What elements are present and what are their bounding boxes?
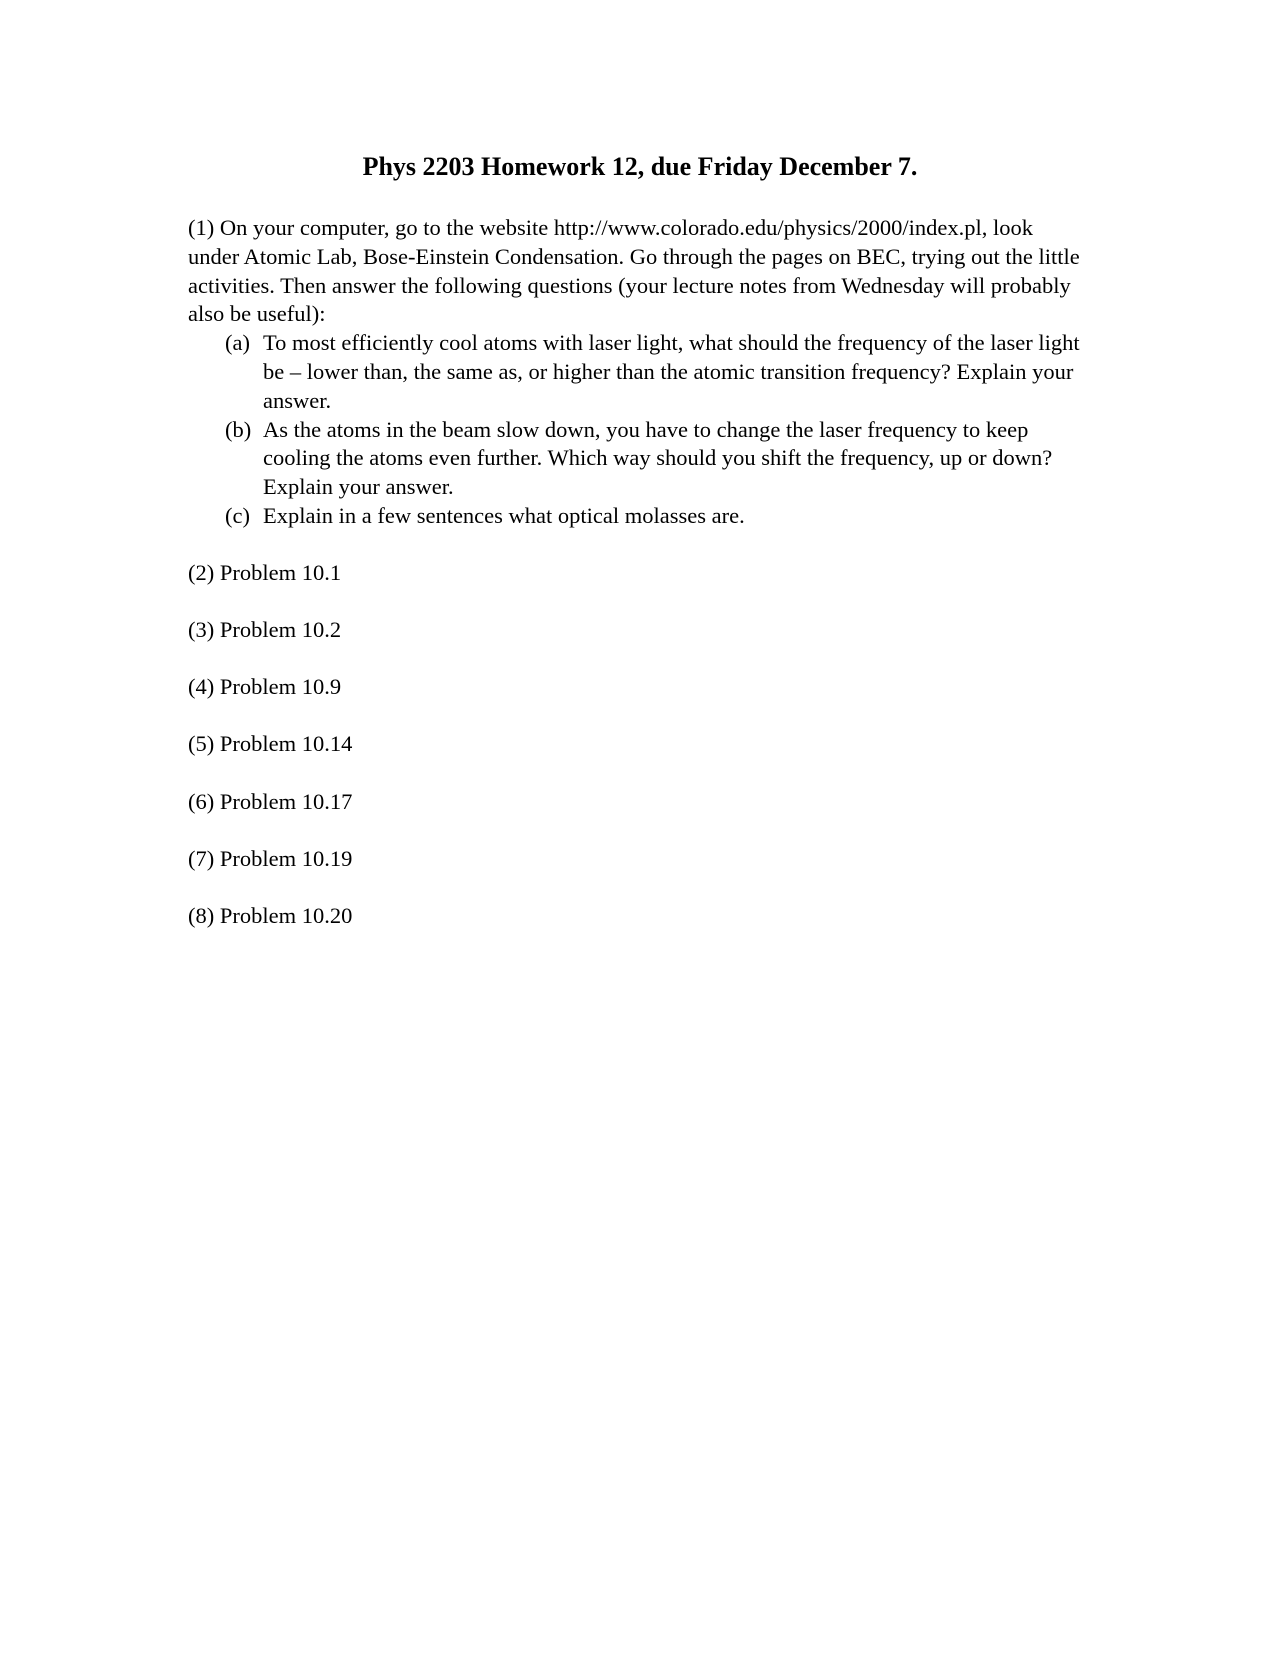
problem-item: (8) Problem 10.20 (188, 902, 353, 928)
page-title: Phys 2203 Homework 12, due Friday December 7. (362, 152, 918, 181)
problem-item: (4) Problem 10.9 (188, 674, 342, 700)
problem-item: (2) Problem 10.1 (188, 559, 342, 585)
question-1-part-a (188, 329, 1088, 415)
question-1-part-c (188, 502, 1088, 531)
problem-item: (6) Problem 10.17 (188, 788, 353, 814)
part-text: Explain in a few sentences what optical molasses are. (263, 502, 745, 528)
problem-item: (5) Problem 10.14 (188, 731, 353, 757)
question-1-parts (188, 329, 1088, 531)
document-body (188, 214, 1088, 959)
part-text: To most efficiently cool atoms with laser light, what should the frequency of the laser light be – lower than, the same as, or higher than the atomic transition frequency? Explain your answer. (263, 330, 1080, 413)
question-1-part-b (188, 416, 1088, 502)
part-marker: (b) (225, 416, 252, 442)
problem-item: (3) Problem 10.2 (188, 616, 342, 642)
question-1-intro: (1) On your computer, go to the website http://www.colorado.edu/physics/2000/index.pl, look under Atomic Lab, Bose-Einstein Condensation. Go through the pages on BEC, trying out the little activities. Then answer the following questions (your lecture notes from Wednesday will probably also be useful): (188, 215, 1080, 327)
part-marker: (c) (225, 502, 250, 528)
problem-list (188, 559, 1088, 931)
part-marker: (a) (225, 330, 250, 356)
part-text: As the atoms in the beam slow down, you have to change the laser frequency to keep cooling the atoms even further. Which way should you shift the frequency, up or down? Explain your answer. (263, 416, 1053, 500)
problem-item: (7) Problem 10.19 (188, 845, 353, 871)
